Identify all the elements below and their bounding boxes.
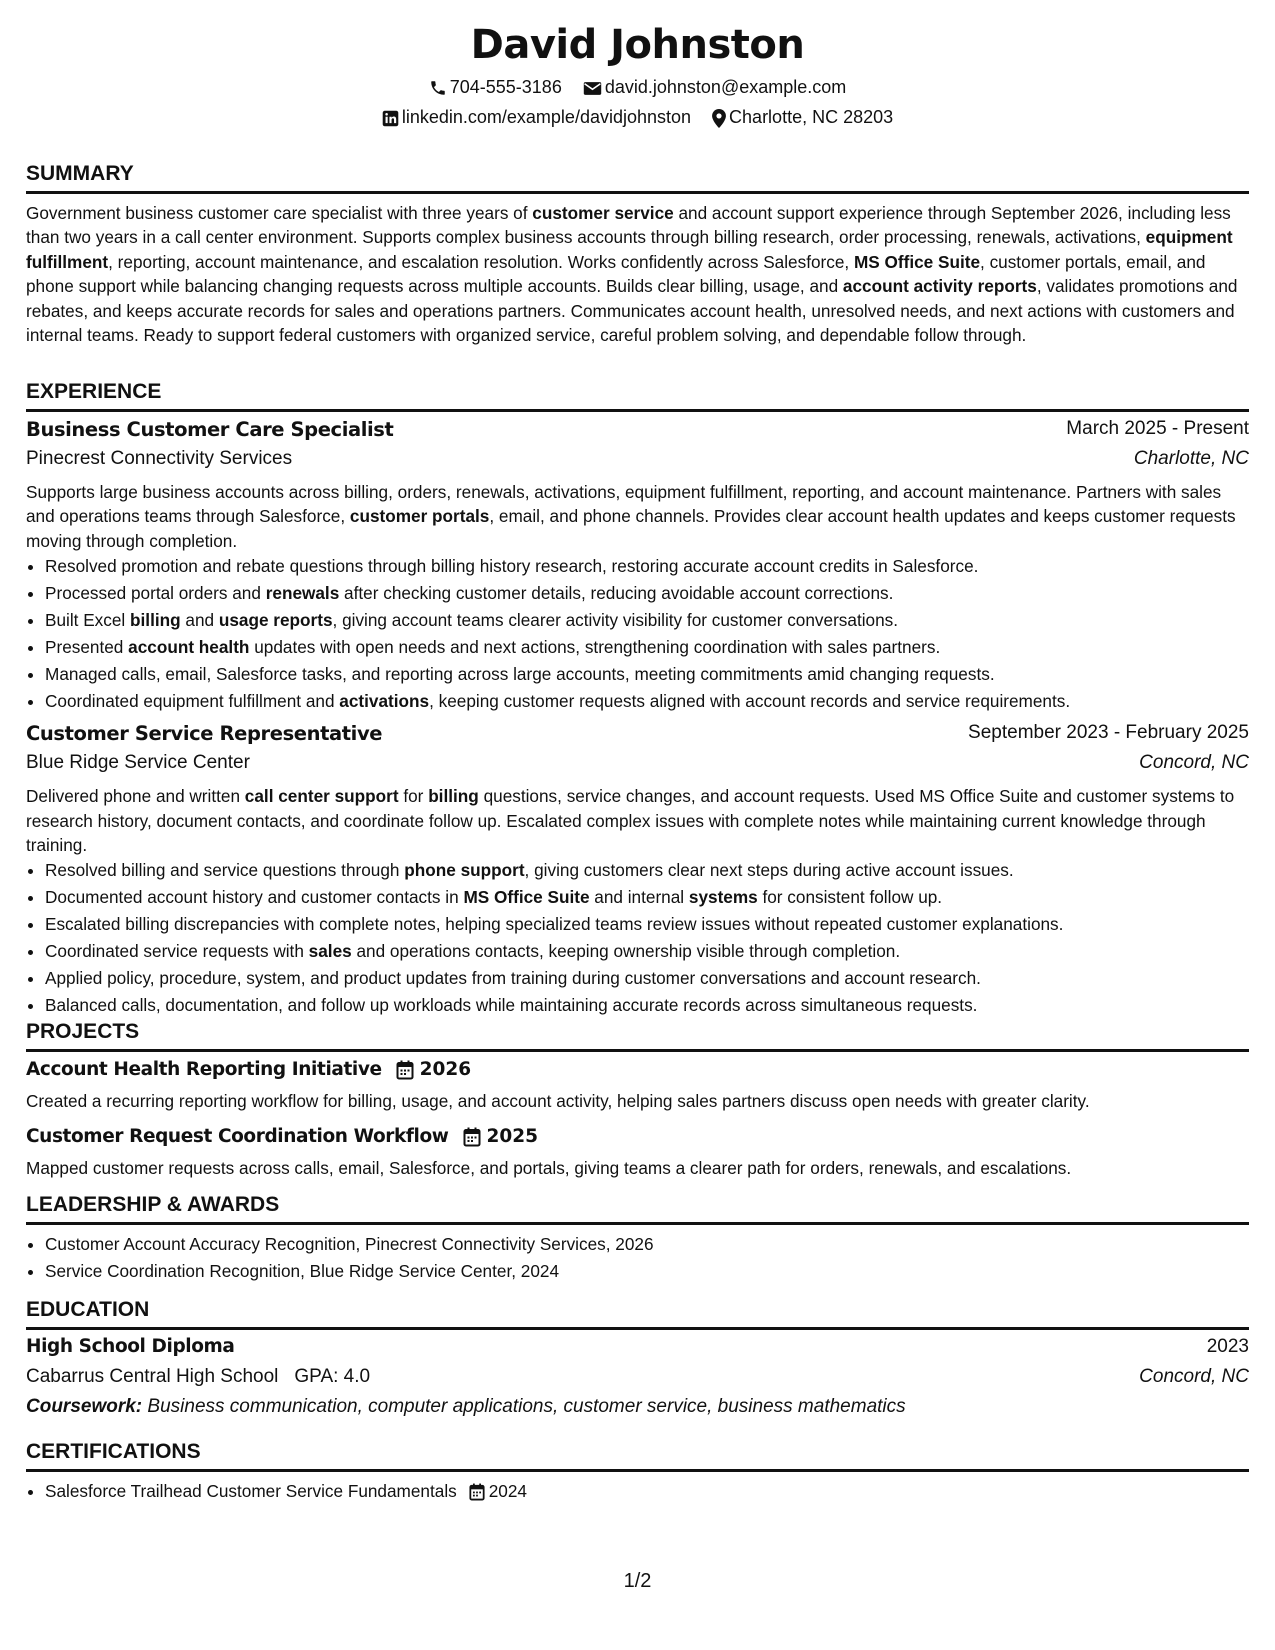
job-company-row: [26, 448, 1249, 478]
text-run: Delivered phone and written: [26, 786, 245, 807]
contact-phone: [429, 77, 562, 98]
emphasis-text: MS Office Suite: [463, 887, 590, 908]
job-company: Blue Ridge Service Center: [26, 752, 250, 774]
calendar-icon: [463, 1127, 481, 1147]
text-run: Documented account history and customer contacts in: [45, 887, 464, 908]
project-description: Mapped customer requests across calls, email, Salesforce, and portals, giving teams a clearer path for orders, renewals, and escalations.: [26, 1158, 1072, 1179]
emphasis-text: usage reports: [218, 610, 333, 631]
bullet-item: [45, 607, 1249, 634]
phone-text: 704-555-3186: [449, 76, 562, 97]
linkedin-text: linkedin.com/example/davidjohnston: [401, 106, 692, 127]
text-run: Presented: [45, 637, 129, 658]
bullet-item: [45, 634, 1249, 661]
text-run: Applied policy, procedure, system, and product updates from training during customer conversations and account research.: [45, 968, 981, 989]
text-run: , email, and phone channels. Provides clear account health updates and keeps customer requests moving through completion.: [26, 506, 1236, 551]
text-run: Processed portal orders and: [45, 583, 266, 604]
awards-list: [26, 1231, 1249, 1285]
job-entry: [26, 722, 1249, 1019]
emphasis-text: billing: [130, 610, 181, 631]
project-year: 2025: [486, 1126, 538, 1148]
emphasis-text: billing: [428, 786, 479, 807]
section-title-experience: EXPERIENCE: [26, 380, 162, 403]
leadership-section: [26, 1192, 1249, 1285]
project-header: [26, 1126, 1249, 1156]
section-divider: [26, 409, 1249, 412]
emphasis-text: call center support: [244, 786, 399, 807]
education-school-row: [26, 1366, 1249, 1396]
project-year: 2026: [419, 1059, 472, 1080]
job-title: Customer Service Representative: [26, 722, 383, 746]
contact-linkedin: [382, 107, 691, 128]
bullet-item: [45, 580, 1249, 607]
education-degree: High School Diploma: [26, 1336, 235, 1357]
education-year: 2023: [1206, 1336, 1249, 1357]
section-divider: [26, 1049, 1249, 1052]
certification-name: Salesforce Trailhead Customer Service Fundamentals: [45, 1481, 457, 1501]
emphasis-text: customer portals: [349, 506, 490, 527]
calendar-icon: [469, 1483, 485, 1501]
bullet-item: [45, 661, 1249, 688]
job-dates: September 2023 - February 2025: [968, 722, 1249, 744]
job-description: [26, 480, 1249, 553]
bullet-item: [45, 965, 1249, 992]
certifications-section: [26, 1439, 1249, 1505]
envelope-icon: [583, 81, 602, 96]
education-section: [26, 1297, 1249, 1418]
page-number: 1/2: [623, 1570, 652, 1592]
education-header-row: [26, 1336, 1249, 1366]
job-company-row: [26, 752, 1249, 782]
text-run: after checking customer details, reducing avoidable account corrections.: [339, 583, 894, 604]
coursework-label: Coursework:: [26, 1396, 143, 1417]
text-run: Coordinated equipment fulfillment and: [45, 691, 340, 712]
text-run: , reporting, account maintenance, and escalation resolution. Works confidently across Salesforce,: [108, 251, 854, 272]
job-location: Concord, NC: [1139, 752, 1249, 774]
section-title-projects: PROJECTS: [26, 1020, 140, 1043]
text-run: Government business customer care specialist with three years of: [26, 203, 533, 223]
text-run: Escalated billing discrepancies with complete notes, helping specialized teams review issues without repeated customer explanations.: [45, 914, 1064, 935]
contact-row-1: [26, 76, 1249, 98]
bullet-item: [45, 857, 1249, 884]
certification-year: 2024: [488, 1481, 527, 1501]
project-description: Created a recurring reporting workflow for billing, usage, and account activity, helping sales partners discuss open needs with greater clarity.: [26, 1091, 1090, 1111]
text-run: for: [398, 786, 429, 807]
text-run: for consistent follow up.: [757, 887, 943, 908]
text-run: Coordinated service requests with: [45, 941, 309, 962]
experience-section: [26, 379, 1249, 1019]
summary-text: [26, 201, 1249, 347]
job-location: Charlotte, NC: [1133, 448, 1249, 469]
text-run: , keeping customer requests aligned with account records and service requirements.: [429, 691, 1071, 712]
list-item: [45, 1478, 1249, 1505]
job-header-row: [26, 418, 1249, 448]
text-run: , giving customers clear next steps during active account issues.: [524, 860, 1014, 881]
text-run: , validates promotions and rebates, and keeps accurate records for sales and operations partners. Communicates account health, unresolved needs, and next actions with customers and internal teams. Ready to support federal customers with organized service, careful problem solving, and dependable follow through.: [26, 276, 1238, 346]
section-title-certifications: CERTIFICATIONS: [26, 1440, 201, 1463]
project-entry: [26, 1126, 1249, 1180]
text-run: Resolved billing and service questions through: [45, 860, 405, 881]
section-divider: [26, 1222, 1249, 1225]
section-divider: [26, 191, 1249, 194]
text-run: Built Excel: [45, 610, 131, 631]
text-run: , customer portals, email, and phone support while balancing changing requests across multiple accounts. Builds clear billing, usage, and: [26, 251, 1206, 297]
job-dates: March 2025 - Present: [1066, 418, 1249, 439]
emphasis-text: activations: [339, 691, 430, 712]
text-run: and account support experience through September 2026, including less than two years in a call center environment. Supports complex business accounts through billing research, order processing, renewals, activations,: [26, 203, 1231, 248]
certifications-list: [26, 1478, 1249, 1505]
text-run: questions, service changes, and account requests. Used MS Office Suite and customer systems to research history, document contacts, and coordinate follow up. Escalated complex issues with complete notes while maintaining current knowledge through training.: [26, 786, 1235, 856]
text-run: , giving account teams clearer activity visibility for customer conversations.: [332, 610, 899, 631]
emphasis-text: systems: [688, 887, 758, 908]
job-header-row: [26, 722, 1249, 752]
text-run: and internal: [589, 887, 689, 908]
bullet-item: [45, 884, 1249, 911]
job-entry: [26, 418, 1249, 715]
text-run: updates with open needs and next actions, strengthening coordination with sales partners.: [249, 637, 941, 658]
bullet-item: [45, 553, 1249, 580]
education-coursework: [26, 1396, 1249, 1418]
education-school-line: [26, 1366, 370, 1388]
bullet-item: [45, 911, 1249, 938]
coursework-text: Business communication, computer applications, customer service, business mathematics: [147, 1396, 906, 1417]
emphasis-text: renewals: [265, 583, 340, 604]
text-run: Supports large business accounts across billing, orders, renewals, activations, equipment fulfillment, reporting, and account maintenance. Partners with sales and operations teams through Salesforce,: [26, 482, 1222, 527]
projects-section: [26, 1019, 1249, 1181]
job-bullets: [26, 553, 1249, 715]
section-divider: [26, 1469, 1249, 1472]
job-description: [26, 784, 1249, 857]
job-bullets: [26, 857, 1249, 1019]
map-pin-icon: [712, 109, 726, 128]
education-location: Concord, NC: [1139, 1366, 1249, 1387]
project-header: [26, 1059, 1249, 1089]
contact-row-2: [26, 106, 1249, 128]
education-school: Cabarrus Central High School: [26, 1366, 279, 1387]
job-company: Pinecrest Connectivity Services: [26, 448, 293, 469]
linkedin-icon: [382, 110, 399, 127]
emphasis-text: account health: [128, 637, 250, 658]
section-divider: [26, 1327, 1249, 1330]
project-title: Customer Request Coordination Workflow: [26, 1126, 449, 1148]
bullet-item: [45, 938, 1249, 965]
project-entry: [26, 1059, 1249, 1113]
emphasis-text: customer service: [532, 203, 674, 223]
candidate-name: David Johnston: [470, 22, 805, 68]
section-title-education: EDUCATION: [26, 1298, 150, 1321]
contact-location: [712, 107, 893, 128]
contact-email: [583, 77, 846, 98]
text-run: Resolved promotion and rebate questions through billing history research, restoring accurate account credits in Salesforce.: [45, 556, 979, 577]
project-title: Account Health Reporting Initiative: [26, 1059, 382, 1080]
job-title: Business Customer Care Specialist: [26, 418, 394, 441]
email-text: david.johnston@example.com: [604, 76, 847, 97]
emphasis-text: MS Office Suite: [853, 251, 981, 272]
summary-section: [26, 161, 1249, 347]
calendar-icon: [396, 1060, 414, 1080]
list-item: • Customer Account Accuracy Recognition, Pinecrest Connectivity Services, 2026: [45, 1231, 1249, 1258]
text-run: Managed calls, email, Salesforce tasks, and reporting across large accounts, meeting commitments amid changing requests.: [45, 664, 995, 685]
text-run: and operations contacts, keeping ownership visible through completion.: [351, 941, 901, 962]
emphasis-text: phone support: [404, 860, 525, 881]
text-run: and: [180, 610, 219, 631]
emphasis-text: account activity reports: [842, 276, 1037, 297]
bullet-item: [45, 688, 1249, 715]
list-item: • Service Coordination Recognition, Blue Ridge Service Center, 2024: [45, 1258, 1249, 1285]
section-title-leadership: LEADERSHIP & AWARDS: [26, 1193, 280, 1216]
section-title-summary: SUMMARY: [26, 162, 134, 185]
emphasis-text: sales: [308, 941, 352, 962]
education-gpa: GPA: 4.0: [294, 1366, 371, 1387]
text-run: Balanced calls, documentation, and follow up workloads while maintaining accurate records across simultaneous requests.: [45, 995, 978, 1016]
emphasis-text: equipment fulfillment: [26, 227, 1233, 272]
bullet-item: [45, 992, 1249, 1019]
location-text: Charlotte, NC 28203: [729, 106, 894, 127]
phone-icon: [429, 79, 447, 97]
